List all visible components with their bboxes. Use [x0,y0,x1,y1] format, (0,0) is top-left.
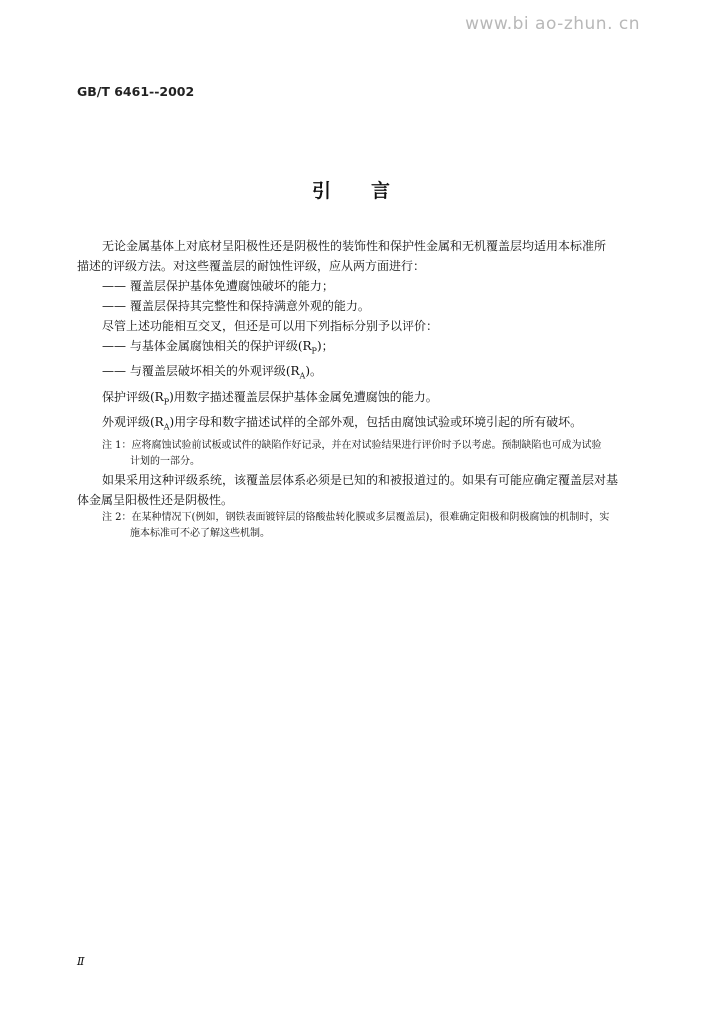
paragraph-3 [77,387,627,412]
dash-item-2: —— 覆盖层保持其完整性和保持满意外观的能力。 [102,299,370,313]
dash-item-4-end: )。 [305,364,323,379]
dash-item-1: —— 覆盖层保护基体免遭腐蚀破坏的能力； [102,279,334,293]
note-1-line-1: 注 1：应将腐蚀试验前试板或试件的缺陷作好记录，并在对试验结果进行评价时予以考虑。预制缺陷也可成为试验 [102,439,602,451]
paragraph-4-start: 外观评级(R [102,415,164,430]
paragraph-5-line-2: 体金属呈阳极性还是阴极性。 [77,492,234,507]
note-2-line-2: 施本标准可不必了解这些机制。 [130,527,270,539]
paragraph-1-line-2: 描述的评级方法。对这些覆盖层的耐蚀性评级，应从两方面进行： [77,259,426,273]
note-1-line-2: 计划的一部分。 [130,455,200,467]
watermark-text: www.bi ao-zhun. cn [465,14,640,34]
document-body [77,236,627,542]
paragraph-3-end: )用数字描述覆盖层保护基体金属免遭腐蚀的能力。 [169,389,438,404]
paragraph-2: 尽管上述功能相互交叉，但还是可以用下列指标分别予以评价： [102,319,439,333]
paragraph-5-line-1: 如果采用这种评级系统，该覆盖层体系必须是已知的和被报道过的。如果有可能应确定覆盖层对基 [102,472,619,487]
paragraph-3-subscript: P [163,397,170,407]
dash-item-4-subscript: A [299,371,306,381]
paragraph-4-subscript: A [163,422,170,432]
dash-item-4 [77,361,627,386]
standard-code: GB/T 6461--2002 [77,84,195,99]
page-number: Ⅱ [77,955,85,968]
dash-item-4-text: —— 与覆盖层破坏相关的外观评级(R [102,364,300,379]
dash-item-3-text: —— 与基体金属腐蚀相关的保护评级(R [102,339,312,353]
paragraph-1-line-1: 无论金属基体上对底材呈阳极性还是阴极性的装饰性和保护性金属和无机覆盖层均适用本标准所 [102,239,607,253]
paragraph-4-end: )用字母和数字描述试样的全部外观，包括由腐蚀试验或环境引起的所有破坏。 [169,415,583,430]
paragraph-3-start: 保护评级(R [102,389,164,404]
dash-item-3-end: )； [316,339,334,353]
dash-item-3-subscript: P [311,346,317,356]
paragraph-4 [77,412,627,437]
page-title: 引言 [311,180,430,202]
dash-item-3 [77,336,627,361]
note-2-line-1: 注 2：在某种情况下(例如，钢铁表面镀锌层的铬酸盐转化膜或多层覆盖层)，很难确定阳极和阴极腐蚀的机制时，实 [102,511,610,523]
